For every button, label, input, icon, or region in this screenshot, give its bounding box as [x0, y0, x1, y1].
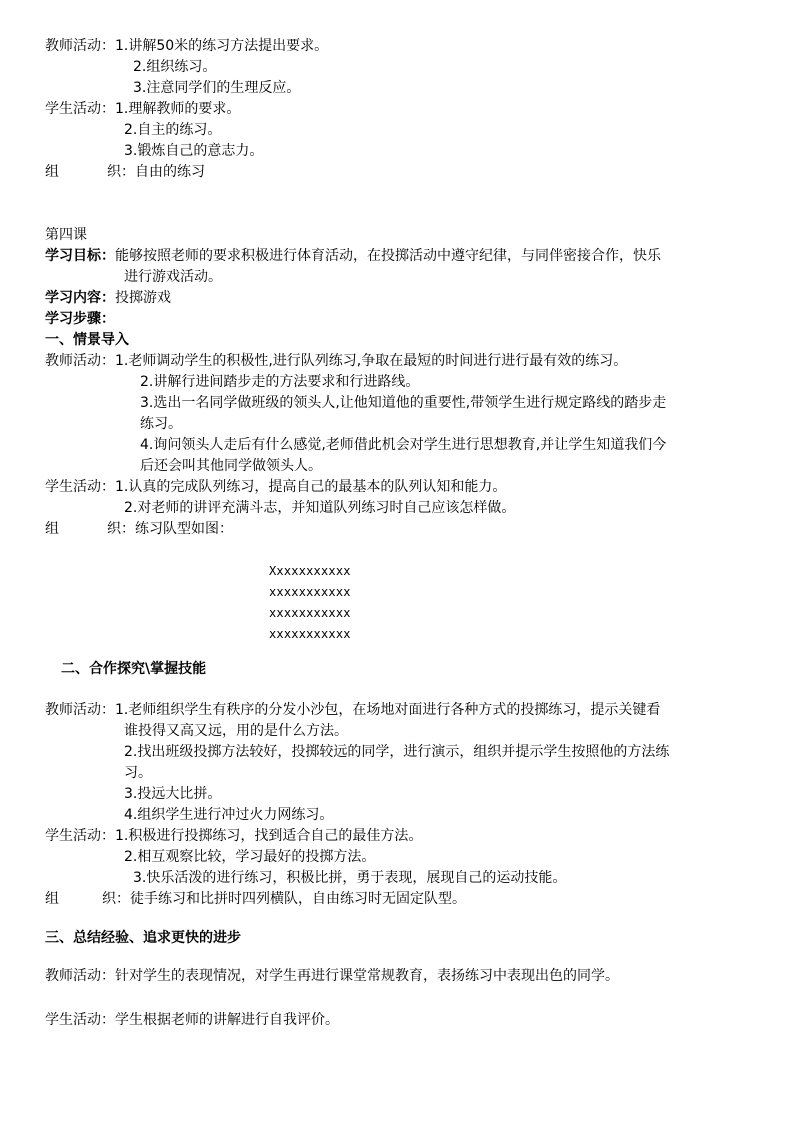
section-heading: 二、合作探究\掌握技能	[61, 661, 207, 677]
formation-row: xxxxxxxxxxx	[269, 606, 351, 620]
teacher-item: 1.讲解50米的练习方法提出要求。	[115, 38, 329, 54]
student-item: 2.对老师的讲评充满斗志，并知道队列练习时自己应该怎样做。	[124, 500, 516, 516]
student-activity-label: 学生活动：	[45, 101, 115, 117]
student-item: 3.快乐活泼的进行练习，积极比拼，勇于表现，展现自己的运动技能。	[133, 870, 567, 886]
learning-goal-text: 能够按照老师的要求积极进行体育活动，在投掷活动中遵守纪律，与同伴密接合作，快乐	[115, 248, 661, 264]
organization-label-a: 组	[45, 164, 59, 180]
teacher-item: 3.选出一名同学做班级的领头人,让他知道他的重要性,带领学生进行规定路线的踏步走	[140, 395, 667, 411]
student-activity-line: 学生活动：学生根据老师的讲解进行自我评价。	[45, 1012, 339, 1028]
formation-row: xxxxxxxxxxx	[269, 585, 351, 599]
student-activity-label: 学生活动：	[45, 479, 115, 495]
teacher-item: 后还会叫其他同学做领头人。	[140, 458, 322, 474]
student-item: 3.锻炼自己的意志力。	[124, 143, 264, 159]
teacher-item: 谁投得又高又远，用的是什么方法。	[124, 723, 348, 739]
teacher-item: 习。	[124, 765, 152, 781]
student-item: 2.相互观察比较，学习最好的投掷方法。	[124, 849, 376, 865]
teacher-item: 1.老师调动学生的积极性,进行队列练习,争取在最短的时间进行进行最有效的练习。	[115, 353, 628, 369]
formation-row: Xxxxxxxxxxx	[269, 564, 351, 578]
teacher-activity-label: 教师活动：	[45, 38, 115, 54]
learning-goal-text: 进行游戏活动。	[124, 269, 222, 285]
teacher-item: 2.找出班级投掷方法较好，投掷较远的同学，进行演示，组织并提示学生按照他的方法练	[124, 744, 670, 760]
student-item: 2.自主的练习。	[124, 122, 222, 138]
lesson-title: 第四课	[45, 227, 87, 243]
teacher-item: 4.组织学生进行冲过火力网练习。	[124, 807, 334, 823]
organization-text: 徒手练习和比拼时四列横队，自由练习时无固定队型。	[130, 891, 466, 907]
teacher-activity-line	[45, 700, 660, 721]
organization-line	[45, 889, 466, 910]
teacher-item: 2.讲解行进间踏步走的方法要求和行进路线。	[140, 374, 420, 390]
student-activity-line	[45, 477, 506, 498]
organization-label-a: 组	[45, 521, 59, 537]
organization-label-b: 织：	[102, 891, 130, 907]
teacher-item: 4.询问领头人走后有什么感觉,老师借此机会对学生进行思想教育,并让学生知道我们今	[140, 437, 667, 453]
teacher-activity-label: 教师活动：	[45, 353, 115, 369]
learning-steps-label: 学习步骤：	[45, 311, 115, 327]
organization-label-a: 组	[45, 891, 59, 907]
student-activity-line	[45, 99, 240, 120]
learning-goal-line	[45, 246, 661, 267]
section-heading: 一、情景导入	[45, 332, 129, 348]
organization-line	[45, 162, 205, 183]
section-heading: 三、总结经验、追求更快的进步	[45, 930, 241, 946]
teacher-activity-line	[45, 36, 328, 57]
teacher-activity-label: 教师活动：	[45, 702, 115, 718]
teacher-item: 1.老师组织学生有秩序的分发小沙包，在场地对面进行各种方式的投掷练习，提示关键看	[115, 702, 661, 718]
student-item: 1.积极进行投掷练习，找到适合自己的最佳方法。	[115, 828, 423, 844]
teacher-item: 2.组织练习。	[133, 59, 217, 75]
organization-text: 练习队型如图：	[135, 521, 233, 537]
organization-line	[45, 519, 233, 540]
learning-content-line	[45, 288, 171, 309]
teacher-item: 练习。	[140, 416, 182, 432]
organization-text: 自由的练习	[135, 164, 205, 180]
student-item: 1.认真的完成队列练习，提高自己的最基本的队列认知和能力。	[115, 479, 507, 495]
teacher-activity-line: 教师活动：针对学生的表现情况，对学生再进行课堂常规教育，表扬练习中表现出色的同学。	[45, 968, 619, 984]
teacher-activity-line	[45, 351, 627, 372]
organization-label-b: 织：	[107, 164, 135, 180]
learning-content-label: 学习内容：	[45, 290, 115, 306]
student-item: 1.理解教师的要求。	[115, 101, 241, 117]
organization-label-b: 织：	[107, 521, 135, 537]
teacher-item: 3.注意同学们的生理反应。	[133, 80, 301, 96]
student-activity-label: 学生活动：	[45, 828, 115, 844]
formation-row: xxxxxxxxxxx	[269, 627, 351, 641]
teacher-item: 3.投远大比拼。	[124, 786, 222, 802]
learning-content-text: 投掷游戏	[115, 290, 171, 306]
student-activity-line	[45, 826, 422, 847]
learning-goal-label: 学习目标：	[45, 248, 115, 264]
